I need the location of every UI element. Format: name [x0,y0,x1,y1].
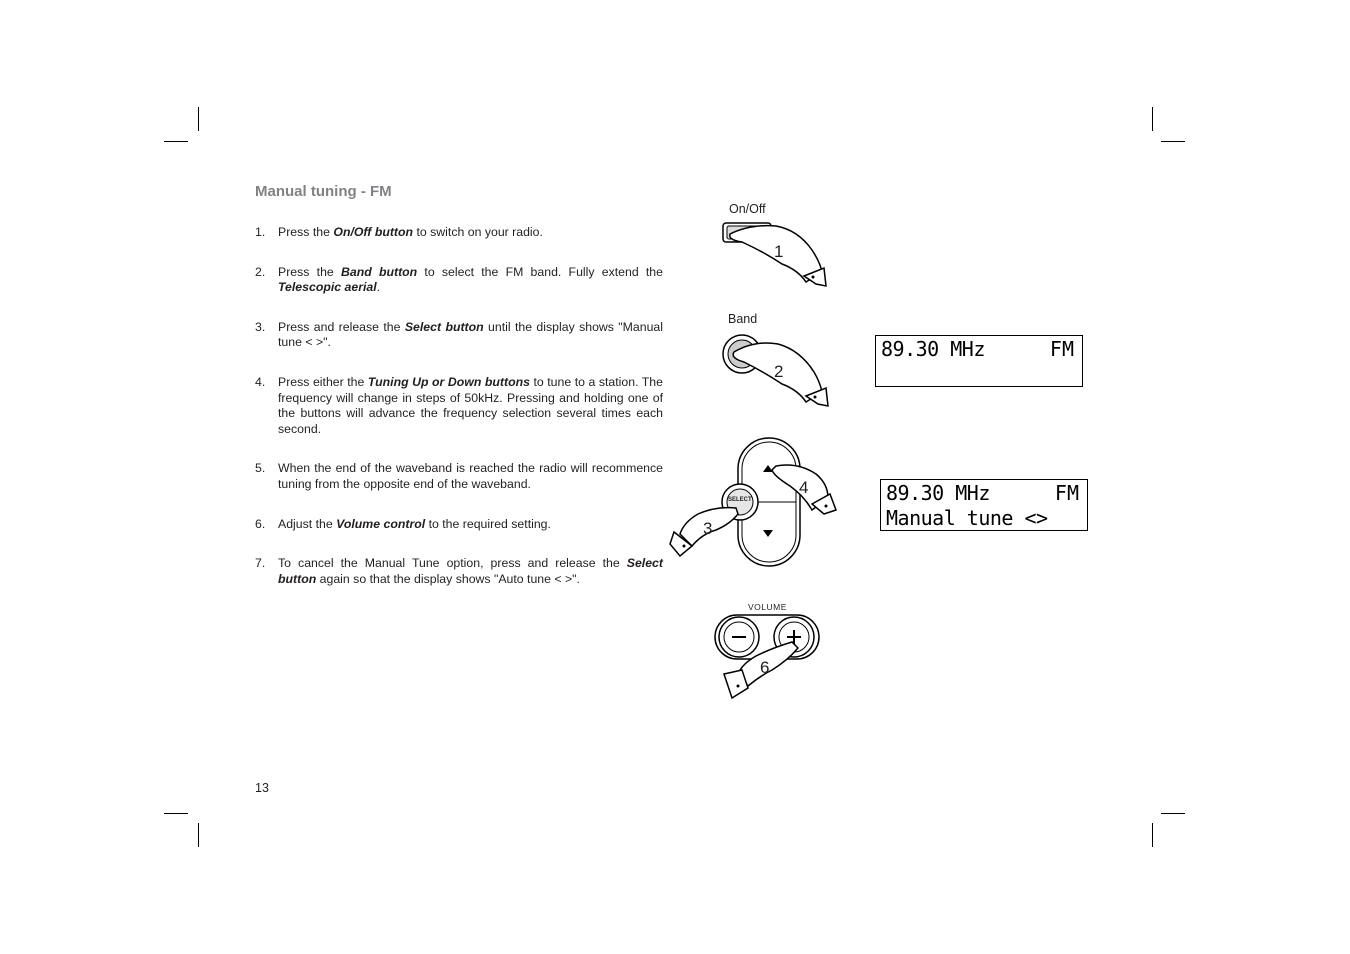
step-number-6: 6 [760,658,770,677]
band-label: Band [728,312,758,326]
instruction-step [255,556,663,587]
step-text: . [376,280,381,295]
instruction-step [255,375,663,437]
crop-mark [198,823,199,847]
onoff-label: On/Off [729,202,766,216]
control-name: Volume control [336,516,426,531]
step-text: until the display shows "Manual tune < >". [278,319,663,350]
step-number-2: 2 [774,362,784,381]
crop-mark [198,107,199,131]
control-name: On/Off button [333,225,414,239]
step-text: Press the [278,225,334,239]
step-number: 6. [255,516,266,531]
step-text: Adjust the [278,516,337,531]
crop-mark [1161,813,1185,814]
select-label: SELECT [728,497,752,503]
step-text: to select the FM band. Fully extend the [417,264,663,279]
instruction-list [255,225,663,587]
step-number: 7. [255,556,266,571]
display-frequency: 89.30 MHz [886,481,990,505]
step-text: to the required setting. [425,516,551,531]
crop-mark [1152,823,1153,847]
lcd-display-2 [880,479,1088,531]
page-title: Manual tuning - FM [255,183,392,200]
instruction-step [255,461,663,492]
control-name: Select button [404,319,484,334]
step-text: Press and release the [278,319,405,334]
crop-mark [1161,141,1185,142]
crop-mark [164,813,188,814]
control-name: Band button [340,264,418,279]
display-frequency: 89.30 MHz [881,337,985,361]
volume-label: VOLUME [748,602,787,612]
step-text: to tune to a station. The frequency will change in steps of 50kHz. Pressing and holding one of the buttons will advance the frequency selection several times each second. [278,374,663,436]
step-number: 1. [255,225,266,239]
volume-buttons-illustration [710,612,830,712]
step-text: again so that the display shows "Auto tune < >". [316,571,580,586]
display-band: FM [1054,481,1079,505]
tuning-buttons-illustration [668,434,848,574]
step-text: Press either the [278,374,368,389]
control-name: Select button [278,556,663,586]
crop-mark [1152,107,1153,131]
instruction-step [255,265,663,296]
display-mode: Manual tune <> [886,506,1048,530]
lcd-display-1 [875,335,1083,387]
step-text: Press the [278,264,341,279]
step-number-4: 4 [799,478,809,497]
display-band: FM [1049,337,1074,361]
control-name: Tuning Up or Down buttons [367,374,530,389]
step-text: When the end of the waveband is reached the radio will recommence tuning from the opposite end of the waveband. [278,461,663,491]
step-text: to switch on your radio. [413,225,543,239]
step-number-3: 3 [703,519,713,538]
step-number: 2. [255,264,266,279]
instruction-step [255,320,663,351]
step-text: To cancel the Manual Tune option, press and release the [278,556,627,571]
control-name: Telescopic aerial [278,280,377,295]
step-number: 4. [255,374,266,389]
step-number-1: 1 [774,242,784,261]
step-number: 5. [255,461,266,476]
instruction-step [255,517,663,533]
step-number: 3. [255,319,266,334]
instruction-step [255,225,663,241]
page-number: 13 [255,781,269,795]
crop-mark [164,141,188,142]
